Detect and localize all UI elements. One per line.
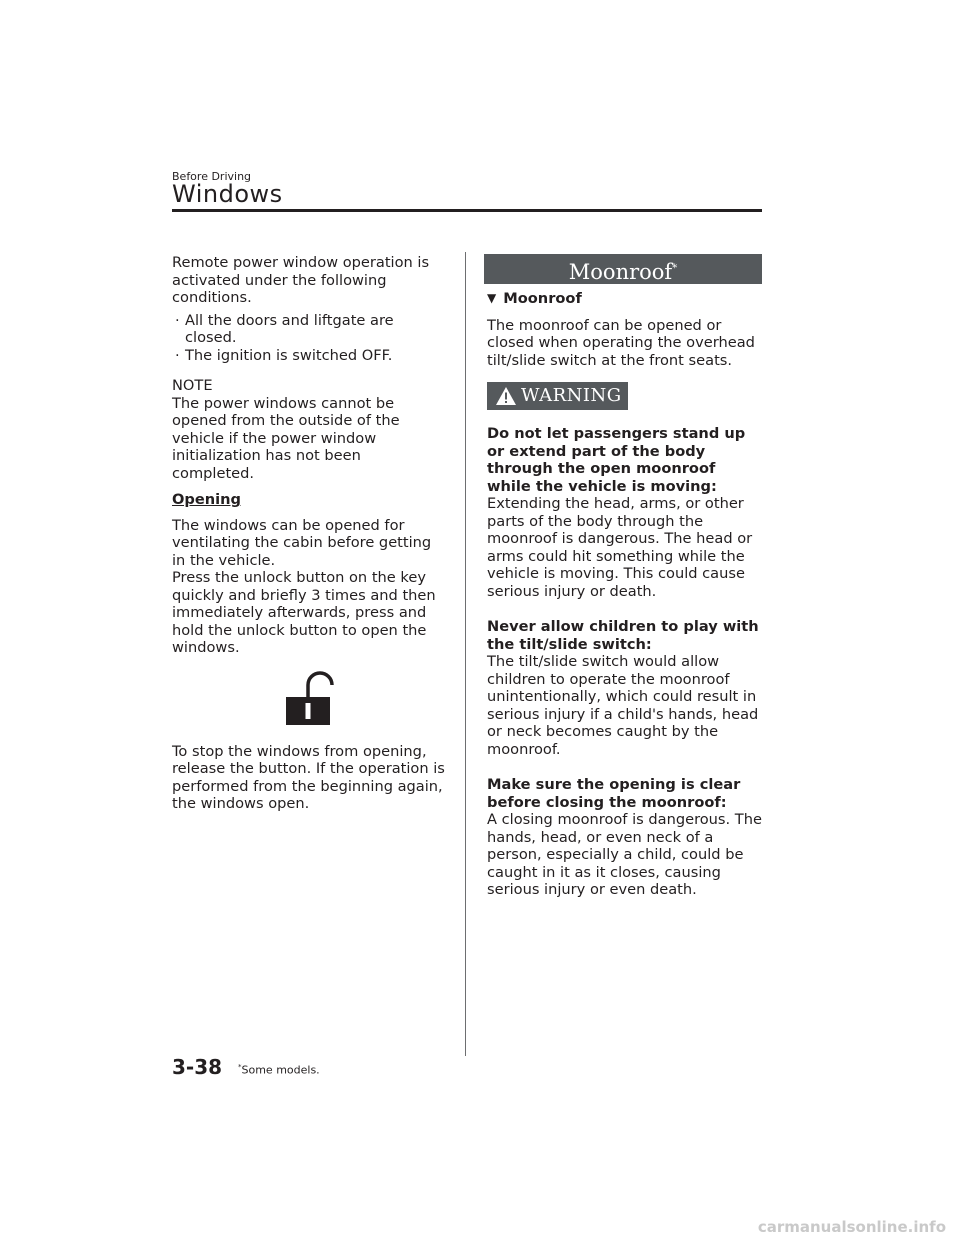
caption-text: Moonroof xyxy=(503,290,582,307)
warning-heading: Make sure the opening is clear before closing the moonroof: xyxy=(487,776,741,811)
footnote xyxy=(238,1063,320,1077)
warning-icon xyxy=(495,386,517,406)
banner-title: Moonroof xyxy=(568,260,673,284)
column-divider xyxy=(465,252,466,1056)
warning-body: A closing moonroof is dangerous. The hands, head, or even neck of a person, especially a child, could be caught in it as it closes, causing serious injury or even death. xyxy=(487,811,762,898)
watermark: carmanualsonline.info xyxy=(757,1218,946,1236)
moonroof-banner xyxy=(484,254,762,284)
note-text: The power windows cannot be opened from the outside of the vehicle if the power window initialization has not been completed. xyxy=(172,394,400,482)
list-item: · All the doors and liftgate are closed. xyxy=(185,312,447,347)
list-item: · The ignition is switched OFF. xyxy=(185,347,447,365)
warning-banner xyxy=(487,382,628,410)
opening-instructions: Press the unlock button on the key quickly and briefly 3 times and then immediately afterwards, press and hold the unlock button to open the windows. xyxy=(172,569,436,656)
section-title: Windows xyxy=(172,180,283,208)
right-column xyxy=(487,290,762,917)
warning-item xyxy=(487,425,762,600)
opening-text: The windows can be opened for ventilating the cabin before getting in the vehicle. xyxy=(172,516,432,569)
unlock-icon xyxy=(282,667,342,727)
header-rule xyxy=(172,209,762,212)
warning-label: WARNING xyxy=(521,385,622,407)
page-number: 3-38 xyxy=(172,1055,223,1079)
footnote-text: Some models. xyxy=(241,1063,320,1077)
note-label: NOTE xyxy=(172,377,213,394)
warning-heading: Never allow children to play with the tilt/slide switch: xyxy=(487,618,759,653)
moonroof-intro: The moonroof can be opened or closed when operating the overhead tilt/slide switch at the front seats. xyxy=(487,316,755,369)
warning-body: The tilt/slide switch would allow children to operate the moonroof unintentionally, which could result in serious injury if a child's hands, head or neck becomes caught by the moonroof. xyxy=(487,653,759,758)
moonroof-caption xyxy=(487,290,762,308)
triangle-down-icon: ▼ xyxy=(487,291,497,305)
opening-heading: Opening xyxy=(172,491,241,508)
warning-item xyxy=(487,776,762,899)
footnote-mark: * xyxy=(238,1063,242,1071)
banner-mark: * xyxy=(672,263,678,274)
chapter-label: Before Driving xyxy=(172,170,252,183)
stop-text: To stop the windows from opening, release the button. If the operation is performed from the beginning again, the windows open. xyxy=(172,742,445,812)
warning-item xyxy=(487,618,762,758)
conditions-list xyxy=(185,312,447,365)
intro-paragraph: Remote power window operation is activated under the following conditions. xyxy=(172,254,430,306)
warning-heading: Do not let passengers stand up or extend part of the body through the open moonroof while the vehicle is moving: xyxy=(487,425,746,495)
warning-body: Extending the head, arms, or other parts of the body through the moonroof is dangerous. The head or arms could hit something while the vehicle is moving. This could cause serious injury or death. xyxy=(487,495,753,600)
left-column xyxy=(172,254,447,813)
